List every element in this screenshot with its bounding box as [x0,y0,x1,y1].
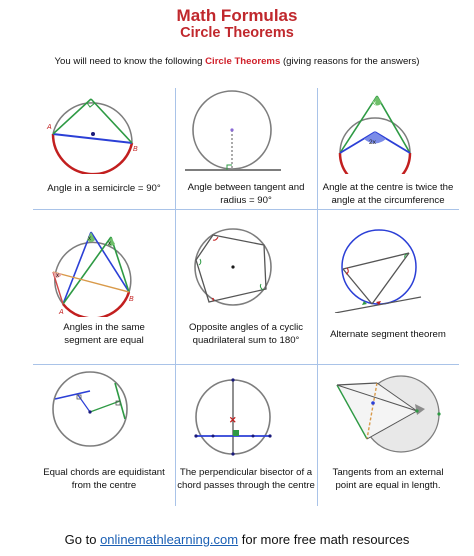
theorem-external-tangents [317,371,459,510]
theorem-semicircle [33,88,175,227]
theorem-same-segment [33,227,175,366]
point-label-b: B [133,146,138,153]
tangent-radius-diagram [175,88,317,174]
caption: Angles in the same segment are equal [63,322,145,346]
theorem-cyclic-quadrilateral [175,227,317,366]
angle-label-x: x [88,236,91,242]
point-label-a: A [47,124,52,131]
svg-text:✕: ✕ [229,415,237,425]
footer: Go to onlinemathlearning.com for more free math resources [64,532,410,547]
caption: Alternate segment theorem [330,329,446,340]
perpendicular-bisector-diagram [175,371,317,457]
page-subtitle: Circle Theorems [180,25,294,41]
point-label-a: A [59,309,64,316]
external-tangents-diagram [317,371,459,457]
caption: Angle in a semicircle = 90° [47,183,161,194]
theorem-perpendicular-bisector [175,371,317,510]
theorem-alternate-segment [317,227,459,366]
caption: Angle between tangent and radius = 90° [187,182,305,206]
footer-link[interactable]: onlinemathlearning.com [100,532,239,547]
theorem-angle-centre [317,88,459,227]
angle-label-2x: 2x [369,139,376,146]
caption: Opposite angles of a cyclic quadrilateral sum to 180° [188,322,304,346]
intro-text: You will need to know the following Circle Theorems (giving reasons for the answers) [54,56,420,67]
angle-label-x: x [56,273,59,279]
intro-highlight: Circle Theorems [205,56,281,67]
caption: Tangents from an external point are equal in length. [332,467,444,491]
point-label-b: B [129,296,134,303]
alternate-segment-diagram [317,227,459,313]
caption: Angle at the centre is twice the angle at the circumference [322,182,454,206]
angle-label-x: x [108,241,111,247]
caption: Equal chords are equidistant from the centre [43,467,165,491]
theorem-grid [33,88,459,506]
angle-label-x: x [373,101,376,107]
angle-centre-diagram [317,88,459,174]
caption: The perpendicular bisector of a chord passes through the centre [177,467,315,491]
equal-chords-diagram [33,371,175,457]
page-title: Math Formulas [176,6,298,25]
same-segment-diagram [33,227,175,317]
theorem-tangent-radius [175,88,317,227]
theorem-equal-chords [33,371,175,510]
semicircle-diagram [33,88,175,174]
cyclic-quadrilateral-diagram [175,227,317,313]
